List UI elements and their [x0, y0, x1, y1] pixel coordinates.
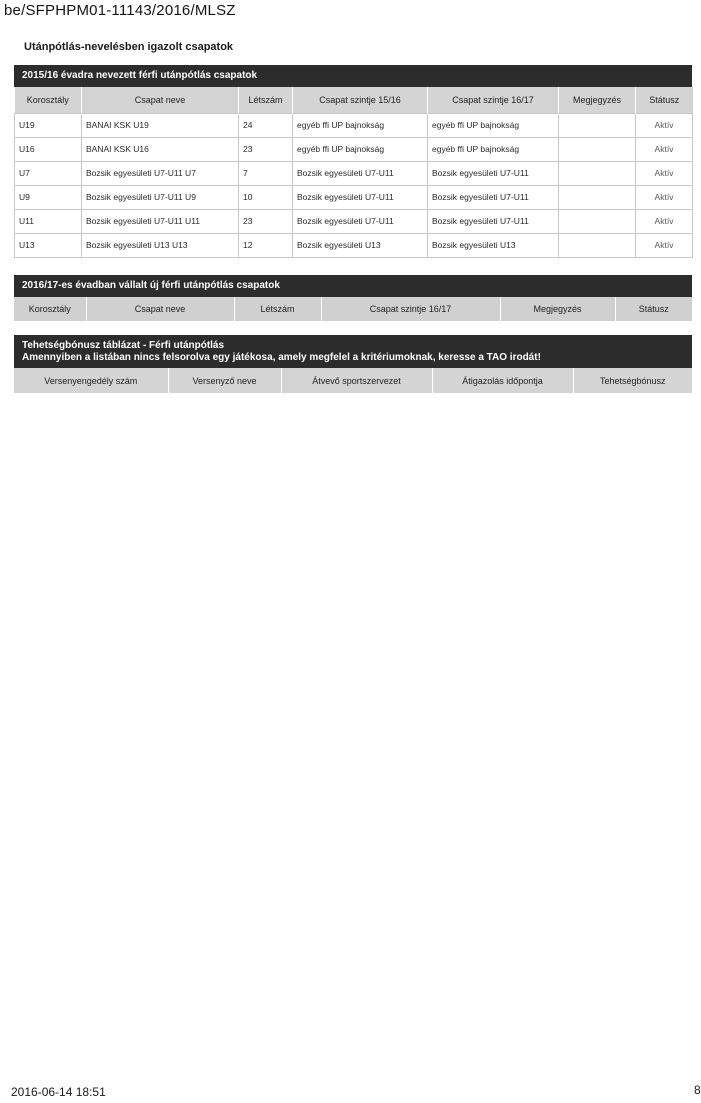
cell-note — [559, 233, 636, 257]
section-registered-teams-header: 2015/16 évadra nevezett férfi utánpótlás csapatok — [14, 65, 692, 87]
cell-headcount: 24 — [239, 113, 293, 137]
cell-team-name: Bozsik egyesületi U13 U13 — [82, 233, 239, 257]
column-header: Csapat neve — [86, 297, 234, 321]
cell-team-name: BANAI KSK U16 — [82, 137, 239, 161]
cell-level-1516: Bozsik egyesületi U7-U11 — [293, 209, 428, 233]
column-header: Státusz — [636, 87, 693, 113]
cell-status: Aktív — [636, 185, 693, 209]
column-header: Létszám — [234, 297, 321, 321]
cell-level-1516: egyéb ffi UP bajnokság — [293, 113, 428, 137]
cell-level-1516: Bozsik egyesületi U7-U11 — [293, 185, 428, 209]
cell-note — [559, 137, 636, 161]
cell-headcount: 23 — [239, 209, 293, 233]
column-header: Versenyengedély szám — [14, 368, 168, 393]
page-title: Utánpótlás-nevelésben igazolt csapatok — [24, 41, 234, 53]
cell-level-1617: Bozsik egyesületi U7-U11 — [428, 185, 559, 209]
table-header-row — [14, 297, 692, 321]
column-header: Létszám — [239, 87, 293, 113]
cell-headcount: 7 — [239, 161, 293, 185]
table-row — [15, 113, 693, 137]
cell-level-1617: Bozsik egyesületi U7-U11 — [428, 209, 559, 233]
column-header: Korosztály — [15, 87, 82, 113]
cell-level-1516: egyéb ffi UP bajnokság — [293, 137, 428, 161]
cell-note — [559, 209, 636, 233]
cell-age-group: U9 — [15, 185, 82, 209]
section-talent-bonus — [14, 335, 692, 393]
cell-team-name: BANAI KSK U19 — [82, 113, 239, 137]
cell-age-group: U11 — [15, 209, 82, 233]
column-header: Csapat neve — [82, 87, 239, 113]
section-new-teams-header: 2016/17-es évadban vállalt új férfi utánpótlás csapatok — [14, 275, 692, 297]
cell-age-group: U7 — [15, 161, 82, 185]
talent-bonus-notice: Amennyiben a listában nincs felsorolva egy játékosa, amely megfelel a kritériumoknak, keresse a TAO irodát! — [22, 352, 541, 363]
column-header: Átigazolás időpontja — [432, 368, 573, 393]
column-header: Versenyző neve — [168, 368, 281, 393]
cell-age-group: U16 — [15, 137, 82, 161]
column-header: Korosztály — [14, 297, 86, 321]
cell-status: Aktív — [636, 113, 693, 137]
cell-status: Aktív — [636, 137, 693, 161]
talent-bonus-title: Tehetségbónusz táblázat - Férfi utánpótlás — [22, 340, 225, 351]
cell-team-name: Bozsik egyesületi U7-U11 U11 — [82, 209, 239, 233]
footer-page-number: 8 — [694, 1083, 701, 1097]
cell-age-group: U19 — [15, 113, 82, 137]
cell-level-1516: Bozsik egyesületi U13 — [293, 233, 428, 257]
cell-note — [559, 161, 636, 185]
table-row — [15, 233, 693, 257]
column-header: Csapat szintje 15/16 — [293, 87, 428, 113]
column-header: Csapat szintje 16/17 — [321, 297, 500, 321]
table-row — [15, 209, 693, 233]
cell-note — [559, 113, 636, 137]
cell-headcount: 23 — [239, 137, 293, 161]
new-teams-table — [14, 297, 692, 321]
cell-headcount: 10 — [239, 185, 293, 209]
column-header: Megjegyzés — [559, 87, 636, 113]
table-header-row — [15, 87, 693, 113]
cell-level-1617: egyéb ffi UP bajnokság — [428, 137, 559, 161]
cell-age-group: U13 — [15, 233, 82, 257]
column-header: Megjegyzés — [500, 297, 615, 321]
cell-note — [559, 185, 636, 209]
column-header: Csapat szintje 16/17 — [428, 87, 559, 113]
footer-timestamp: 2016-06-14 18:51 — [11, 1085, 106, 1099]
column-header: Státusz — [615, 297, 692, 321]
cell-level-1617: Bozsik egyesületi U7-U11 — [428, 161, 559, 185]
cell-level-1617: Bozsik egyesületi U13 — [428, 233, 559, 257]
cell-status: Aktív — [636, 233, 693, 257]
table-row — [15, 185, 693, 209]
table-row — [15, 161, 693, 185]
column-header: Tehetségbónusz — [573, 368, 692, 393]
table-header-row — [14, 368, 692, 393]
cell-level-1617: egyéb ffi UP bajnokság — [428, 113, 559, 137]
talent-bonus-table — [14, 368, 692, 393]
section-talent-bonus-header — [14, 335, 692, 368]
section-registered-teams — [14, 65, 692, 258]
document-id: be/SFPHPM01-11143/2016/MLSZ — [4, 2, 236, 19]
cell-team-name: Bozsik egyesületi U7-U11 U7 — [82, 161, 239, 185]
cell-status: Aktív — [636, 161, 693, 185]
section-new-teams — [14, 275, 692, 321]
registered-teams-table — [14, 87, 693, 258]
table-row — [15, 137, 693, 161]
cell-status: Aktív — [636, 209, 693, 233]
cell-level-1516: Bozsik egyesületi U7-U11 — [293, 161, 428, 185]
cell-team-name: Bozsik egyesületi U7-U11 U9 — [82, 185, 239, 209]
cell-headcount: 12 — [239, 233, 293, 257]
column-header: Átvevő sportszervezet — [281, 368, 432, 393]
